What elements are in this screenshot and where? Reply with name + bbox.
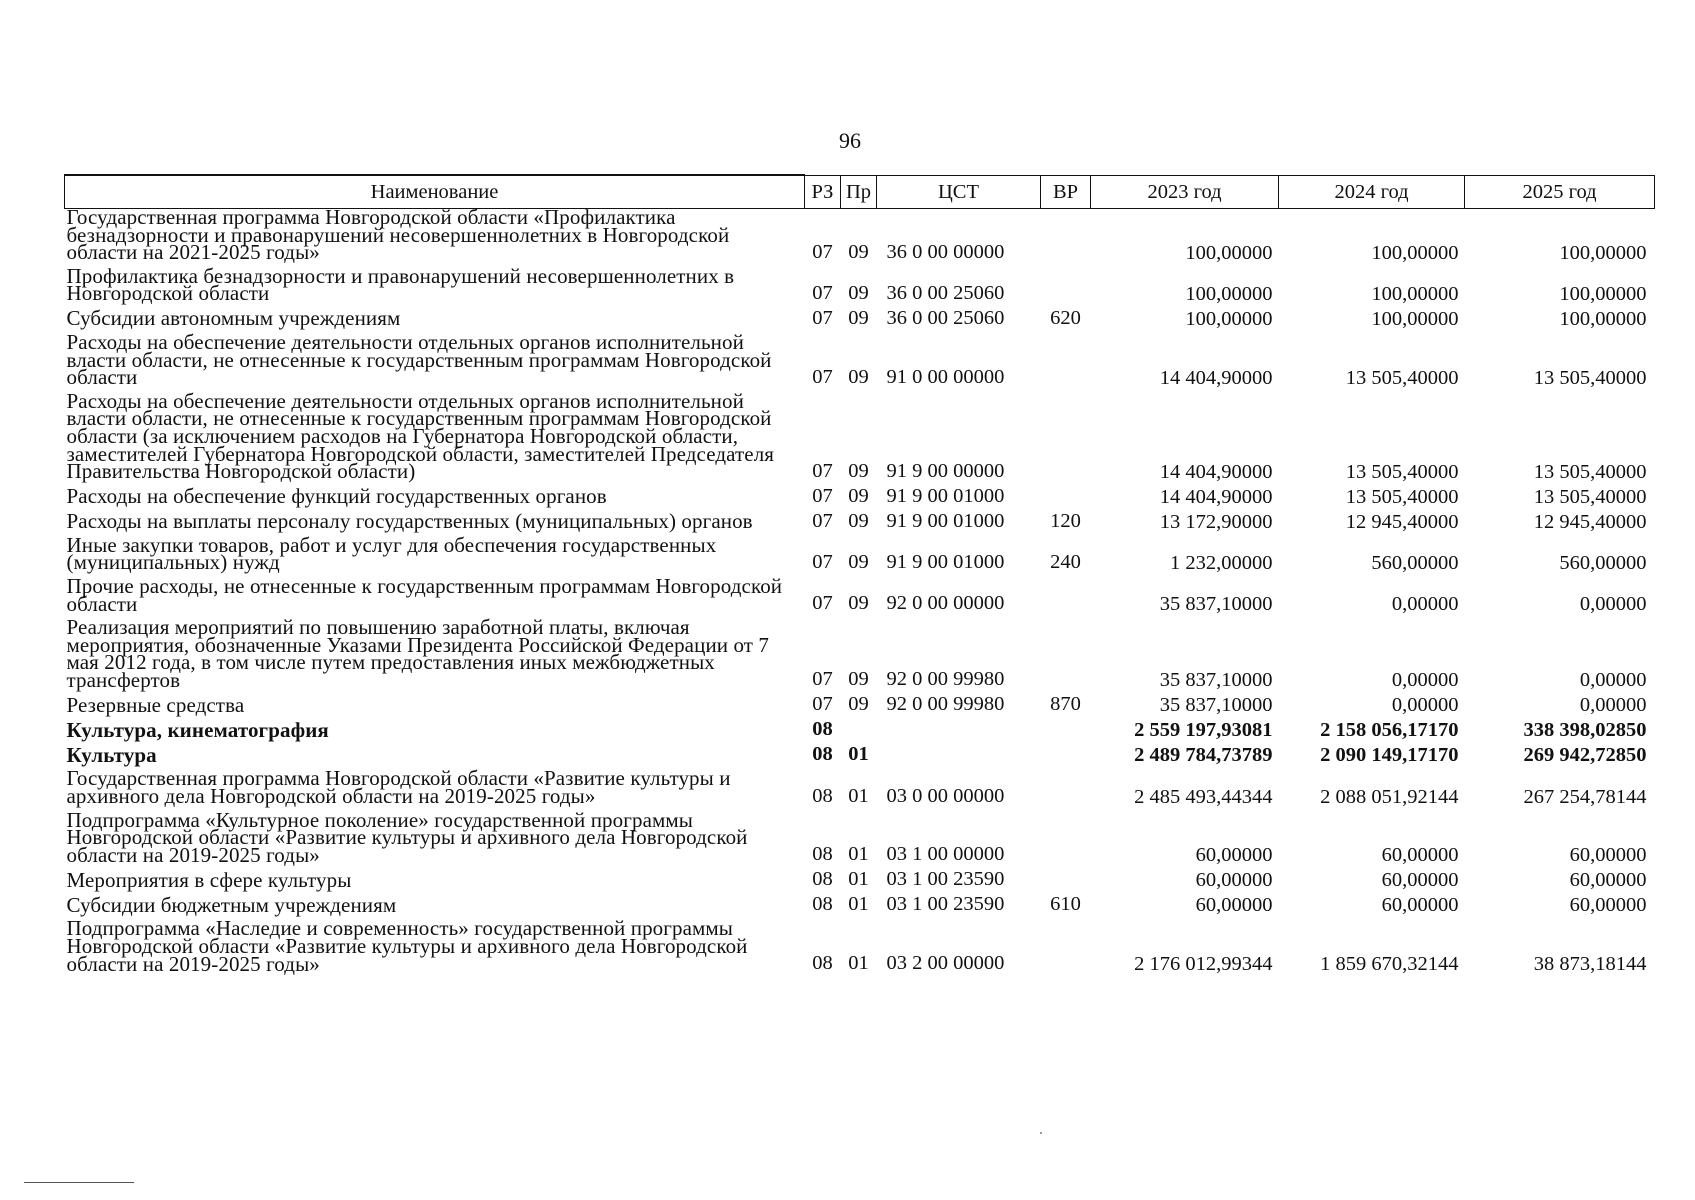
cell-2025: 13 505,40000 [1533, 460, 1647, 483]
cell-2023: 14 404,90000 [1159, 460, 1273, 483]
cell-vr [1041, 482, 1091, 507]
cell-cst: 92 0 00 99980 [886, 693, 1005, 716]
cell-2024: 2 090 149,17170 [1320, 744, 1459, 767]
cell-name: Подпрограмма «Наследие и современность» государственной программы Новгородской области «Развитие культуры и архивного дела Новгородской области на 2019-2025 годы» [66, 916, 748, 976]
cell-2025: 560,00000 [1559, 551, 1647, 574]
cell-vr [1041, 915, 1091, 974]
cell-2025: 13 505,40000 [1533, 366, 1647, 389]
table-row [65, 807, 1655, 866]
cell-pr: 01 [848, 784, 869, 807]
cell-vr: 620 [1050, 306, 1081, 329]
cell-2025: 0,00000 [1579, 694, 1647, 717]
cell-2024: 0,00000 [1391, 669, 1459, 692]
cell-2023: 60,00000 [1195, 844, 1273, 867]
cell-vr [1041, 263, 1091, 304]
cell-2025: 338 398,02850 [1523, 719, 1647, 742]
cell-pr [841, 715, 877, 740]
table-row [65, 765, 1655, 806]
cell-2023: 13 172,90000 [1159, 510, 1273, 533]
cell-name: Культура, кинематография [66, 717, 329, 742]
cell-2024: 2 158 056,17170 [1320, 719, 1459, 742]
cell-vr: 610 [1050, 893, 1081, 916]
cell-2023: 35 837,10000 [1159, 694, 1273, 717]
cell-name: Реализация мероприятий по повышению заработной платы, включая мероприятия, обозначенные Указами Президента Российской Федерации от 7 мая 2012 года, в том числе путем предоставления иных межбюджетных трансфертов [66, 615, 770, 692]
cell-cst: 03 1 00 00000 [886, 843, 1005, 866]
table-row [65, 304, 1655, 329]
cell-2025: 60,00000 [1569, 894, 1647, 917]
cell-rz: 07 [812, 668, 833, 691]
header-2023: 2023 год [1091, 175, 1279, 209]
cell-cst: 92 0 00 99980 [886, 668, 1005, 691]
cell-name: Расходы на выплаты персоналу государственных (муниципальных) органов [66, 509, 753, 534]
cell-cst: 91 9 00 01000 [886, 550, 1005, 573]
cell-vr [1041, 388, 1091, 482]
table-row [65, 865, 1655, 890]
cell-vr: 240 [1050, 550, 1081, 573]
cell-2025: 269 942,72850 [1523, 744, 1647, 767]
cell-2023: 2 559 197,93081 [1134, 719, 1273, 742]
table-row [65, 573, 1655, 614]
cell-rz: 07 [812, 459, 833, 482]
cell-name: Резервные средства [66, 692, 245, 717]
scan-artifact-line [24, 1182, 134, 1183]
cell-2023: 100,00000 [1185, 282, 1273, 305]
cell-name: Субсидии бюджетным учреждениям [66, 892, 397, 917]
cell-2023: 35 837,10000 [1159, 669, 1273, 692]
cell-rz: 08 [812, 952, 833, 975]
cell-2024: 100,00000 [1371, 241, 1459, 264]
cell-2025: 0,00000 [1579, 593, 1647, 616]
cell-2024: 1 859 670,32144 [1320, 953, 1459, 976]
cell-vr: 120 [1050, 509, 1081, 532]
cell-pr: 09 [848, 306, 869, 329]
cell-rz: 07 [812, 240, 833, 263]
cell-pr: 09 [848, 509, 869, 532]
cell-vr [1041, 807, 1091, 866]
cell-cst: 03 1 00 23590 [886, 893, 1005, 916]
cell-2025: 60,00000 [1569, 869, 1647, 892]
cell-2023: 2 485 493,44344 [1134, 785, 1273, 808]
cell-2025: 267 254,78144 [1523, 785, 1647, 808]
budget-table [64, 174, 1655, 974]
cell-2024: 60,00000 [1381, 869, 1459, 892]
cell-cst [877, 715, 1041, 740]
cell-rz: 08 [812, 868, 833, 891]
cell-name: Расходы на обеспечение деятельности отдельных органов исполнительной власти области, не отнесенные к государственным программам Новгородской области [66, 329, 772, 390]
cell-name: Подпрограмма «Культурное поколение» государственной программы Новгородской области «Развитие культуры и архивного дела Новгородской области на 2019-2025 годы» [66, 807, 748, 867]
cell-pr: 01 [848, 843, 869, 866]
cell-vr [1041, 865, 1091, 890]
cell-cst: 91 9 00 00000 [886, 459, 1005, 482]
cell-2023: 14 404,90000 [1159, 366, 1273, 389]
cell-name: Мероприятия в сфере культуры [66, 867, 352, 892]
cell-2023: 2 489 784,73789 [1134, 744, 1273, 767]
cell-cst: 03 2 00 00000 [886, 952, 1005, 975]
cell-2024: 13 505,40000 [1345, 366, 1459, 389]
table-row [65, 715, 1655, 740]
cell-rz: 07 [812, 306, 833, 329]
cell-cst: 92 0 00 00000 [886, 592, 1005, 615]
cell-rz: 08 [812, 743, 833, 766]
table-row [65, 388, 1655, 482]
cell-2024: 100,00000 [1371, 282, 1459, 305]
cell-pr: 09 [848, 240, 869, 263]
table-row [65, 209, 1655, 263]
cell-2025: 100,00000 [1559, 307, 1647, 330]
cell-pr: 09 [848, 365, 869, 388]
cell-2023: 14 404,90000 [1159, 485, 1273, 508]
table-row [65, 532, 1655, 573]
table-row [65, 263, 1655, 304]
cell-cst: 03 1 00 23590 [886, 868, 1005, 891]
table-row [65, 482, 1655, 507]
cell-rz: 07 [812, 592, 833, 615]
cell-2025: 13 505,40000 [1533, 485, 1647, 508]
cell-name: Прочие расходы, не отнесенные к государственным программам Новгородской области [66, 573, 783, 616]
cell-2024: 60,00000 [1381, 844, 1459, 867]
cell-pr: 09 [848, 592, 869, 615]
table-row [65, 614, 1655, 690]
cell-name: Расходы на обеспечение деятельности отдельных органов исполнительной власти области, не отнесенные к государственным программам Новгородской области (за исключением расходов на Губернатора Новгородской области, заместителей Губернатора Новгородской области, заместителей Председателя Правительства Новгородской области) [66, 388, 775, 484]
cell-2023: 100,00000 [1185, 241, 1273, 264]
page-number: 96 [839, 128, 861, 153]
cell-cst: 91 0 00 00000 [886, 365, 1005, 388]
header-pr: Пр [841, 175, 877, 209]
cell-2024: 560,00000 [1371, 551, 1459, 574]
cell-2024: 13 505,40000 [1345, 485, 1459, 508]
cell-pr: 09 [848, 693, 869, 716]
cell-vr [1041, 614, 1091, 690]
cell-2024: 100,00000 [1371, 307, 1459, 330]
cell-vr [1041, 715, 1091, 740]
cell-2024: 0,00000 [1391, 593, 1459, 616]
cell-cst: 03 0 00 00000 [886, 784, 1005, 807]
cell-2023: 60,00000 [1195, 869, 1273, 892]
cell-rz: 07 [812, 509, 833, 532]
cell-2024: 2 088 051,92144 [1320, 785, 1459, 808]
cell-vr [1041, 740, 1091, 765]
cell-cst: 36 0 00 00000 [886, 240, 1005, 263]
cell-2023: 60,00000 [1195, 894, 1273, 917]
cell-name: Профилактика безнадзорности и правонарушений несовершеннолетних в Новгородской области [66, 263, 735, 306]
cell-name: Государственная программа Новгородской области «Развитие культуры и архивного дела Новгородской области на 2019-2025 годы» [66, 766, 731, 809]
cell-cst [877, 740, 1041, 765]
cell-2025: 0,00000 [1579, 669, 1647, 692]
cell-pr: 09 [848, 459, 869, 482]
cell-2024: 12 945,40000 [1345, 510, 1459, 533]
cell-2023: 35 837,10000 [1159, 593, 1273, 616]
header-row [65, 175, 1655, 209]
header-name: Наименование [65, 175, 805, 209]
cell-pr: 01 [848, 952, 869, 975]
cell-2025: 60,00000 [1569, 844, 1647, 867]
cell-name: Государственная программа Новгородской области «Профилактика безнадзорности и правонарушений несовершеннолетних в Новгородской области на 2021-2025 годы» [66, 205, 730, 265]
cell-pr: 09 [848, 668, 869, 691]
table-row [65, 915, 1655, 974]
cell-2024: 0,00000 [1391, 694, 1459, 717]
cell-2025: 100,00000 [1559, 282, 1647, 305]
cell-name: Расходы на обеспечение функций государственных органов [66, 484, 607, 509]
cell-vr [1041, 329, 1091, 388]
cell-rz: 07 [812, 550, 833, 573]
cell-pr: 01 [848, 868, 869, 891]
cell-2025: 100,00000 [1559, 241, 1647, 264]
header-2025: 2025 год [1465, 175, 1655, 209]
cell-name: Иные закупки товаров, работ и услуг для обеспечения государственных (муниципальных) нужд [66, 532, 717, 575]
cell-2023: 2 176 012,99344 [1134, 953, 1273, 976]
cell-rz: 07 [812, 693, 833, 716]
cell-vr [1041, 573, 1091, 614]
cell-name: Субсидии автономным учреждениям [66, 306, 401, 331]
table-row [65, 740, 1655, 765]
cell-pr: 09 [848, 550, 869, 573]
cell-rz: 08 [812, 718, 833, 741]
cell-cst: 91 9 00 01000 [886, 484, 1005, 507]
cell-rz: 07 [812, 365, 833, 388]
cell-2023: 1 232,00000 [1170, 551, 1273, 574]
cell-vr [1041, 209, 1091, 263]
cell-pr: 01 [848, 893, 869, 916]
table-body [65, 205, 1655, 976]
table-row [65, 690, 1655, 715]
cell-2025: 12 945,40000 [1533, 510, 1647, 533]
cell-pr: 09 [848, 281, 869, 304]
table-row [65, 329, 1655, 388]
table-row [65, 890, 1655, 915]
header-rz: РЗ [805, 175, 841, 209]
table-row [65, 507, 1655, 532]
cell-pr: 01 [848, 743, 869, 766]
cell-name: Культура [66, 742, 157, 767]
table-header [65, 175, 1655, 209]
header-vr: ВР [1041, 175, 1091, 209]
cell-rz: 08 [812, 843, 833, 866]
cell-rz: 07 [812, 281, 833, 304]
cell-rz: 08 [812, 893, 833, 916]
header-cst: ЦСТ [877, 175, 1041, 209]
cell-cst: 36 0 00 25060 [886, 306, 1005, 329]
cell-cst: 36 0 00 25060 [886, 281, 1005, 304]
cell-pr: 09 [848, 484, 869, 507]
header-2024: 2024 год [1279, 175, 1465, 209]
cell-rz: 07 [812, 484, 833, 507]
cell-vr: 870 [1050, 693, 1081, 716]
cell-2024: 60,00000 [1381, 894, 1459, 917]
cell-2024: 13 505,40000 [1345, 460, 1459, 483]
cell-vr [1041, 765, 1091, 806]
cell-2023: 100,00000 [1185, 307, 1273, 330]
cell-rz: 08 [812, 784, 833, 807]
cell-2025: 38 873,18144 [1533, 953, 1647, 976]
cell-cst: 91 9 00 01000 [886, 509, 1005, 532]
scan-artifact-dot [1040, 1132, 1042, 1134]
